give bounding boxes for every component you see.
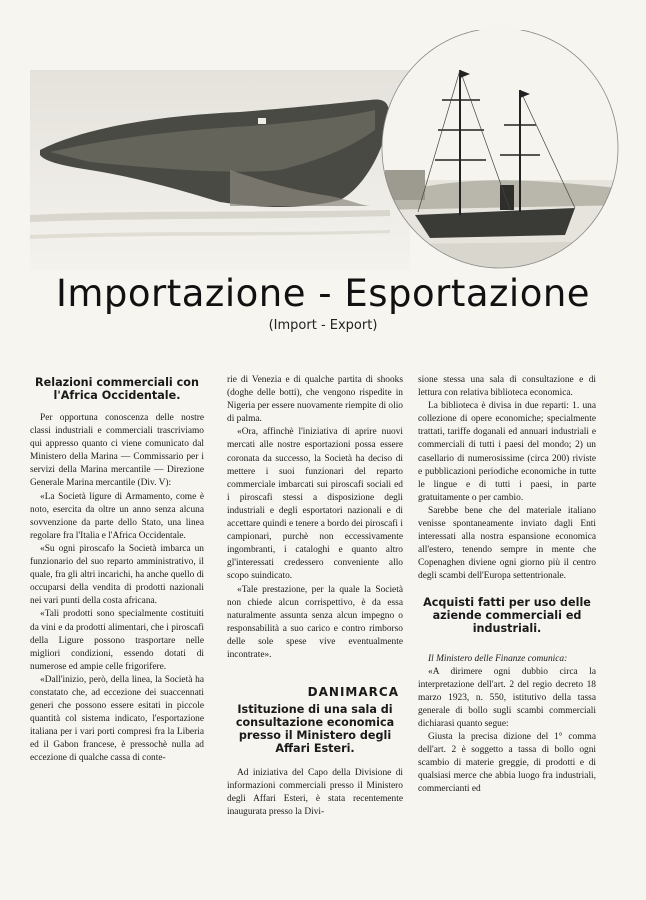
paragraph: sione stessa una sala di consultazione e di lettura con relativa biblioteca economica. xyxy=(418,375,596,399)
paragraph: «Tale prestazione, per la quale la Società non chiede alcun corrispettivo, è da essa naturalmente assunta senza alcun impegno o responsabilità a suo carico e contro rimborso delle sole spese vive eventualmente incontrate». xyxy=(227,584,403,660)
section-heading-acquisti: Acquisti fatti per uso delle aziende commerciali ed industriali. xyxy=(423,595,591,635)
section-heading-africa: Relazioni commerciali con l'Africa Occidentale. xyxy=(35,376,199,402)
paragraph: rie di Venezia e di qualche partita di shooks (doghe delle botti), che vengono rispedite in Nigeria per essere nuovamente riempite di olio di palma. xyxy=(227,375,403,425)
column-2 xyxy=(227,374,403,820)
paragraph: Ad iniziativa del Capo della Divisione di informazioni commerciali presso il Ministero degli Affari Esteri, è stata recentemente inaugurata presso la Divi- xyxy=(227,768,403,818)
coastal-illustration xyxy=(30,30,620,270)
paragraph: «Dall'inizio, però, della linea, la Società ha constatato che, ad eccezione dei suaccennati generi che possono essere esitati in piccole quantità col sistema indicato, l'esportazione italiana per i vari porti compresi fra la Liberia ed il Gabon francese, è pressochè nulla ad eccezione di qualche cassa di conte- xyxy=(30,674,204,764)
paragraph: «A dirimere ogni dubbio circa la interpretazione dell'art. 2 del regio decreto 18 marzo 1923, n. 550, istitutivo della tassa generale di bollo sugli scambi commerciali dichiarasi quanto segue: xyxy=(418,666,596,729)
paragraph: «Tali prodotti sono specialmente costituiti da vini e da prodotti alimentari, che i piroscafi della Ligure possono trasportare nelle migliori condizioni, essendo dotati di numerose ed ampie celle frigorifere. xyxy=(30,609,204,672)
paragraph: Per opportuna conoscenza delle nostre classi industriali e commerciali trascriviamo qui appresso quanto ci viene comunicato dal Ministero della Marina — Commissario per i servizi della Marina mercantile — Direzione Generale Marina mercantile (Div. V): xyxy=(30,413,204,489)
coast-landscape xyxy=(30,70,410,270)
paragraph: «La Società ligure di Armamento, come è noto, esercita da oltre un anno senza alcuna sovvenzione da parte dello Stato, una linea regolare fra l'Italia e l'Africa Occidentale. xyxy=(30,491,204,541)
paragraph: «Ora, affinchè l'iniziativa di aprire nuovi mercati alle nostre esportazioni possa essere coronata da successo, la Società ha deciso di mettere i suoi funzionari del reparto commerciale imbarcati sui piroscafi sociali ed i piroscafi stessi a disposizione degli industriali e degli esportatori nazionali e di accettare quindi e tenere a bordo dei piroscafi i campionari, purchè non eccessivamente ingombranti, i cataloghi e quanto altro gl'interessati credessero conveniente allo scopo suindicato. xyxy=(227,427,403,582)
page-subtitle: (Import - Export) xyxy=(268,318,378,333)
column-1 xyxy=(30,374,204,766)
lead-line: Il Ministero delle Finanze comunica: xyxy=(428,653,568,664)
paragraph: Sarebbe bene che del materiale italiano venisse spontaneamente inviato dagli Enti interessati alla nostra espansione economica all'estero, tenendo sempre in mente che Copenaghen diviene ogni giorno più il centro degli scambi dell'Europa settentrionale. xyxy=(418,505,596,582)
paragraph: La biblioteca è divisa in due reparti: 1. una collezione di opere economiche; specialmente trattati, tariffe doganali ed annuari industriali e commerciali di tutti i paesi del mondo; 2) un casellario di numerosissime (circa 200) riviste e pubblicazioni periodiche economiche in tutte le lingue e di tutti i paesi, in parte gratuitamente o per cambio. xyxy=(418,401,596,503)
column-3 xyxy=(418,374,596,797)
paragraph: Giusta la precisa dizione del 1° comma dell'art. 2 è soggetto a tassa di bollo ogni scambio di materie greggie, di prodotti e di qualsiasi merce che abbia luogo fra industriali, commercianti ed xyxy=(418,732,596,795)
page-title: Importazione - Esportazione xyxy=(55,272,591,315)
paragraph: «Su ogni piroscafo la Società imbarca un funzionario del suo reparto amministrativo, il quale, fra gli altri incarichi, ha anche quello di occuparsi della vendita di prodotti nazionali nei vari punti della costa africana. xyxy=(30,543,204,607)
country-heading: DANIMARCA xyxy=(307,685,399,700)
section-heading-denmark: Istituzione di una sala di consultazione economica presso il Ministero degli Affari Esteri. xyxy=(235,703,395,756)
